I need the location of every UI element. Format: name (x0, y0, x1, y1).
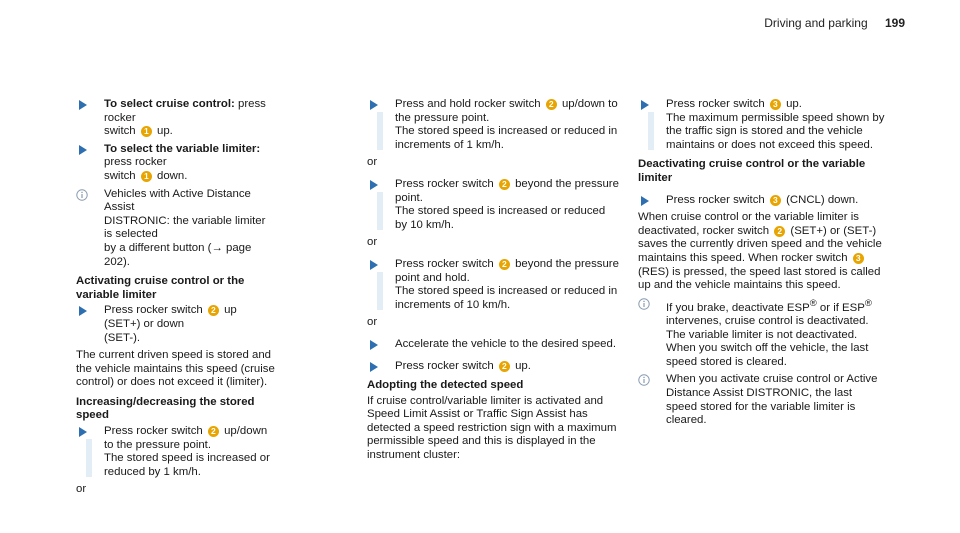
column-left (76, 98, 276, 505)
step-text: Press rocker switch (666, 98, 765, 110)
step-text: up/down to the pressure point. (395, 98, 618, 124)
instruction-step (638, 194, 886, 208)
instruction-step (367, 98, 619, 152)
step-text: up. (153, 125, 173, 138)
note-text: When you activate cruise control or Active Distance Assist DISTRONIC, the last speed stored for the variable limiter is cleared. (666, 373, 878, 427)
arrow-right-icon (370, 362, 378, 372)
step-text: up. (782, 98, 802, 110)
arrow-right-icon (79, 306, 87, 316)
note-text: If you brake, deactivate ESP (666, 301, 810, 314)
instruction-step (76, 98, 276, 139)
step-text: Press rocker switch (395, 359, 494, 372)
note-text: or if ESP (816, 301, 865, 314)
note-text: intervenes, cruise control is deactivated. The variable limiter is not deactivated. (666, 315, 869, 341)
arrow-right-icon (79, 145, 87, 155)
info-icon (638, 374, 650, 386)
or-separator: or (367, 236, 378, 249)
step-result: The stored speed is increased or reduced in increments of 1 km/h. (395, 125, 618, 151)
or-separator: or (367, 156, 378, 169)
marker-3: 3 (770, 195, 781, 206)
step-text: up. (511, 359, 531, 372)
registered-mark: ® (809, 297, 817, 309)
step-text: up/down to the pressure point. (104, 425, 268, 451)
step-text: press rocker (104, 156, 167, 169)
arrow-right-icon (79, 427, 87, 437)
step-text: up (SET+) or down (104, 304, 237, 330)
result-bar (377, 112, 383, 150)
step-text: down. (153, 169, 188, 182)
instruction-step (367, 258, 619, 312)
instruction-step (76, 143, 276, 184)
arrow-right-icon (370, 100, 378, 110)
arrow-right-icon (370, 260, 378, 270)
section-title: Driving and parking (764, 16, 868, 30)
info-note (638, 373, 886, 427)
step-text: beyond the pressure point. (395, 177, 619, 204)
arrow-right-icon (641, 196, 649, 206)
step-result: The stored speed is increased or reduced by 1 km/h. (104, 452, 270, 478)
instruction-step (638, 98, 886, 152)
info-icon (638, 298, 650, 310)
instruction-step (367, 360, 619, 374)
step-text: Press and hold rocker switch (395, 98, 541, 110)
section-heading: Adopting the detected speed (367, 379, 524, 392)
step-text: Press rocker switch (666, 193, 765, 206)
step-text: (SET-). (104, 331, 141, 344)
result-bar (86, 439, 92, 477)
note-text: Vehicles with Active Distance Assist (104, 187, 251, 214)
marker-3: 3 (853, 253, 864, 264)
marker-2: 2 (546, 99, 557, 110)
note-text: DISTRONIC: the variable limiter is selected (104, 214, 266, 241)
arrow-right-icon (370, 340, 378, 350)
marker-1: 1 (141, 126, 152, 137)
info-note (76, 188, 276, 270)
instruction-step (76, 425, 276, 479)
instruction-step (367, 338, 619, 352)
body-paragraph: If cruise control/variable limiter is activated and Speed Limit Assist or Traffic Sign Assist has detected a speed restriction sign with a maximum permissible speed and this is displayed in the instrument cluster: (367, 394, 617, 462)
body-text: When cruise control or the variable limiter is deactivated, rocker switch (638, 211, 859, 237)
page-number: 199 (884, 16, 905, 30)
info-icon (76, 189, 88, 201)
note-text: When you switch off the vehicle, the last speed stored is cleared. (666, 342, 869, 368)
step-text: Press rocker switch (104, 425, 203, 438)
step-text: switch (104, 169, 136, 182)
instruction-step (367, 178, 619, 232)
marker-3: 3 (770, 99, 781, 110)
section-heading: Activating cruise control or the variable limiter (76, 275, 245, 301)
marker-2: 2 (208, 305, 219, 316)
marker-2: 2 (208, 426, 219, 437)
marker-2: 2 (499, 179, 510, 190)
column-right (638, 98, 886, 432)
step-label: To select the variable limiter: (104, 142, 261, 155)
page-header (764, 17, 905, 31)
instruction-step (76, 304, 276, 345)
step-text: (CNCL) down. (782, 193, 859, 206)
arrow-right-icon (79, 100, 87, 110)
arrow-right-icon (641, 100, 649, 110)
step-text: Accelerate the vehicle to the desired speed. (395, 337, 616, 350)
step-text: Press rocker switch (104, 304, 203, 317)
arrow-right-icon (370, 180, 378, 190)
marker-1: 1 (141, 171, 152, 182)
marker-2: 2 (499, 259, 510, 270)
registered-mark: ® (864, 297, 872, 309)
section-heading: Deactivating cruise control or the variable limiter (638, 158, 866, 184)
step-text: switch (104, 125, 136, 138)
info-note (638, 297, 886, 370)
result-bar (377, 272, 383, 310)
body-text: (SET+) or (SET-) saves the currently driven speed and the vehicle maintains this speed. When rocker switch (638, 224, 882, 264)
note-text: by a different button (→ page 202). (104, 241, 252, 268)
marker-2: 2 (774, 226, 785, 237)
column-middle (367, 98, 619, 467)
step-text: beyond the pressure point and hold. (395, 257, 619, 284)
marker-2: 2 (499, 361, 510, 372)
result-bar (377, 192, 383, 230)
or-separator: or (367, 316, 378, 329)
or-separator: or (76, 483, 87, 496)
step-result: The stored speed is increased or reduced in increments of 10 km/h. (395, 285, 618, 311)
step-text: Press rocker switch (395, 257, 494, 270)
body-text: (RES) is pressed, the speed last stored is called up and the vehicle maintains this speed. (638, 265, 881, 292)
step-label: To select cruise control: (104, 98, 235, 110)
step-result: The maximum permissible speed shown by the traffic sign is stored and the vehicle maintains or does not exceed this speed. (666, 111, 885, 151)
step-text: press rocker (104, 98, 266, 124)
step-text: Press rocker switch (395, 177, 494, 190)
section-heading: Increasing/decreasing the stored speed (76, 395, 255, 422)
result-bar (648, 112, 654, 150)
body-paragraph: The current driven speed is stored and the vehicle maintains this speed (cruise control) or does not exceed it (limiter). (76, 349, 275, 389)
step-result: The stored speed is increased or reduced by 10 km/h. (395, 205, 606, 231)
body-paragraph (638, 211, 886, 293)
